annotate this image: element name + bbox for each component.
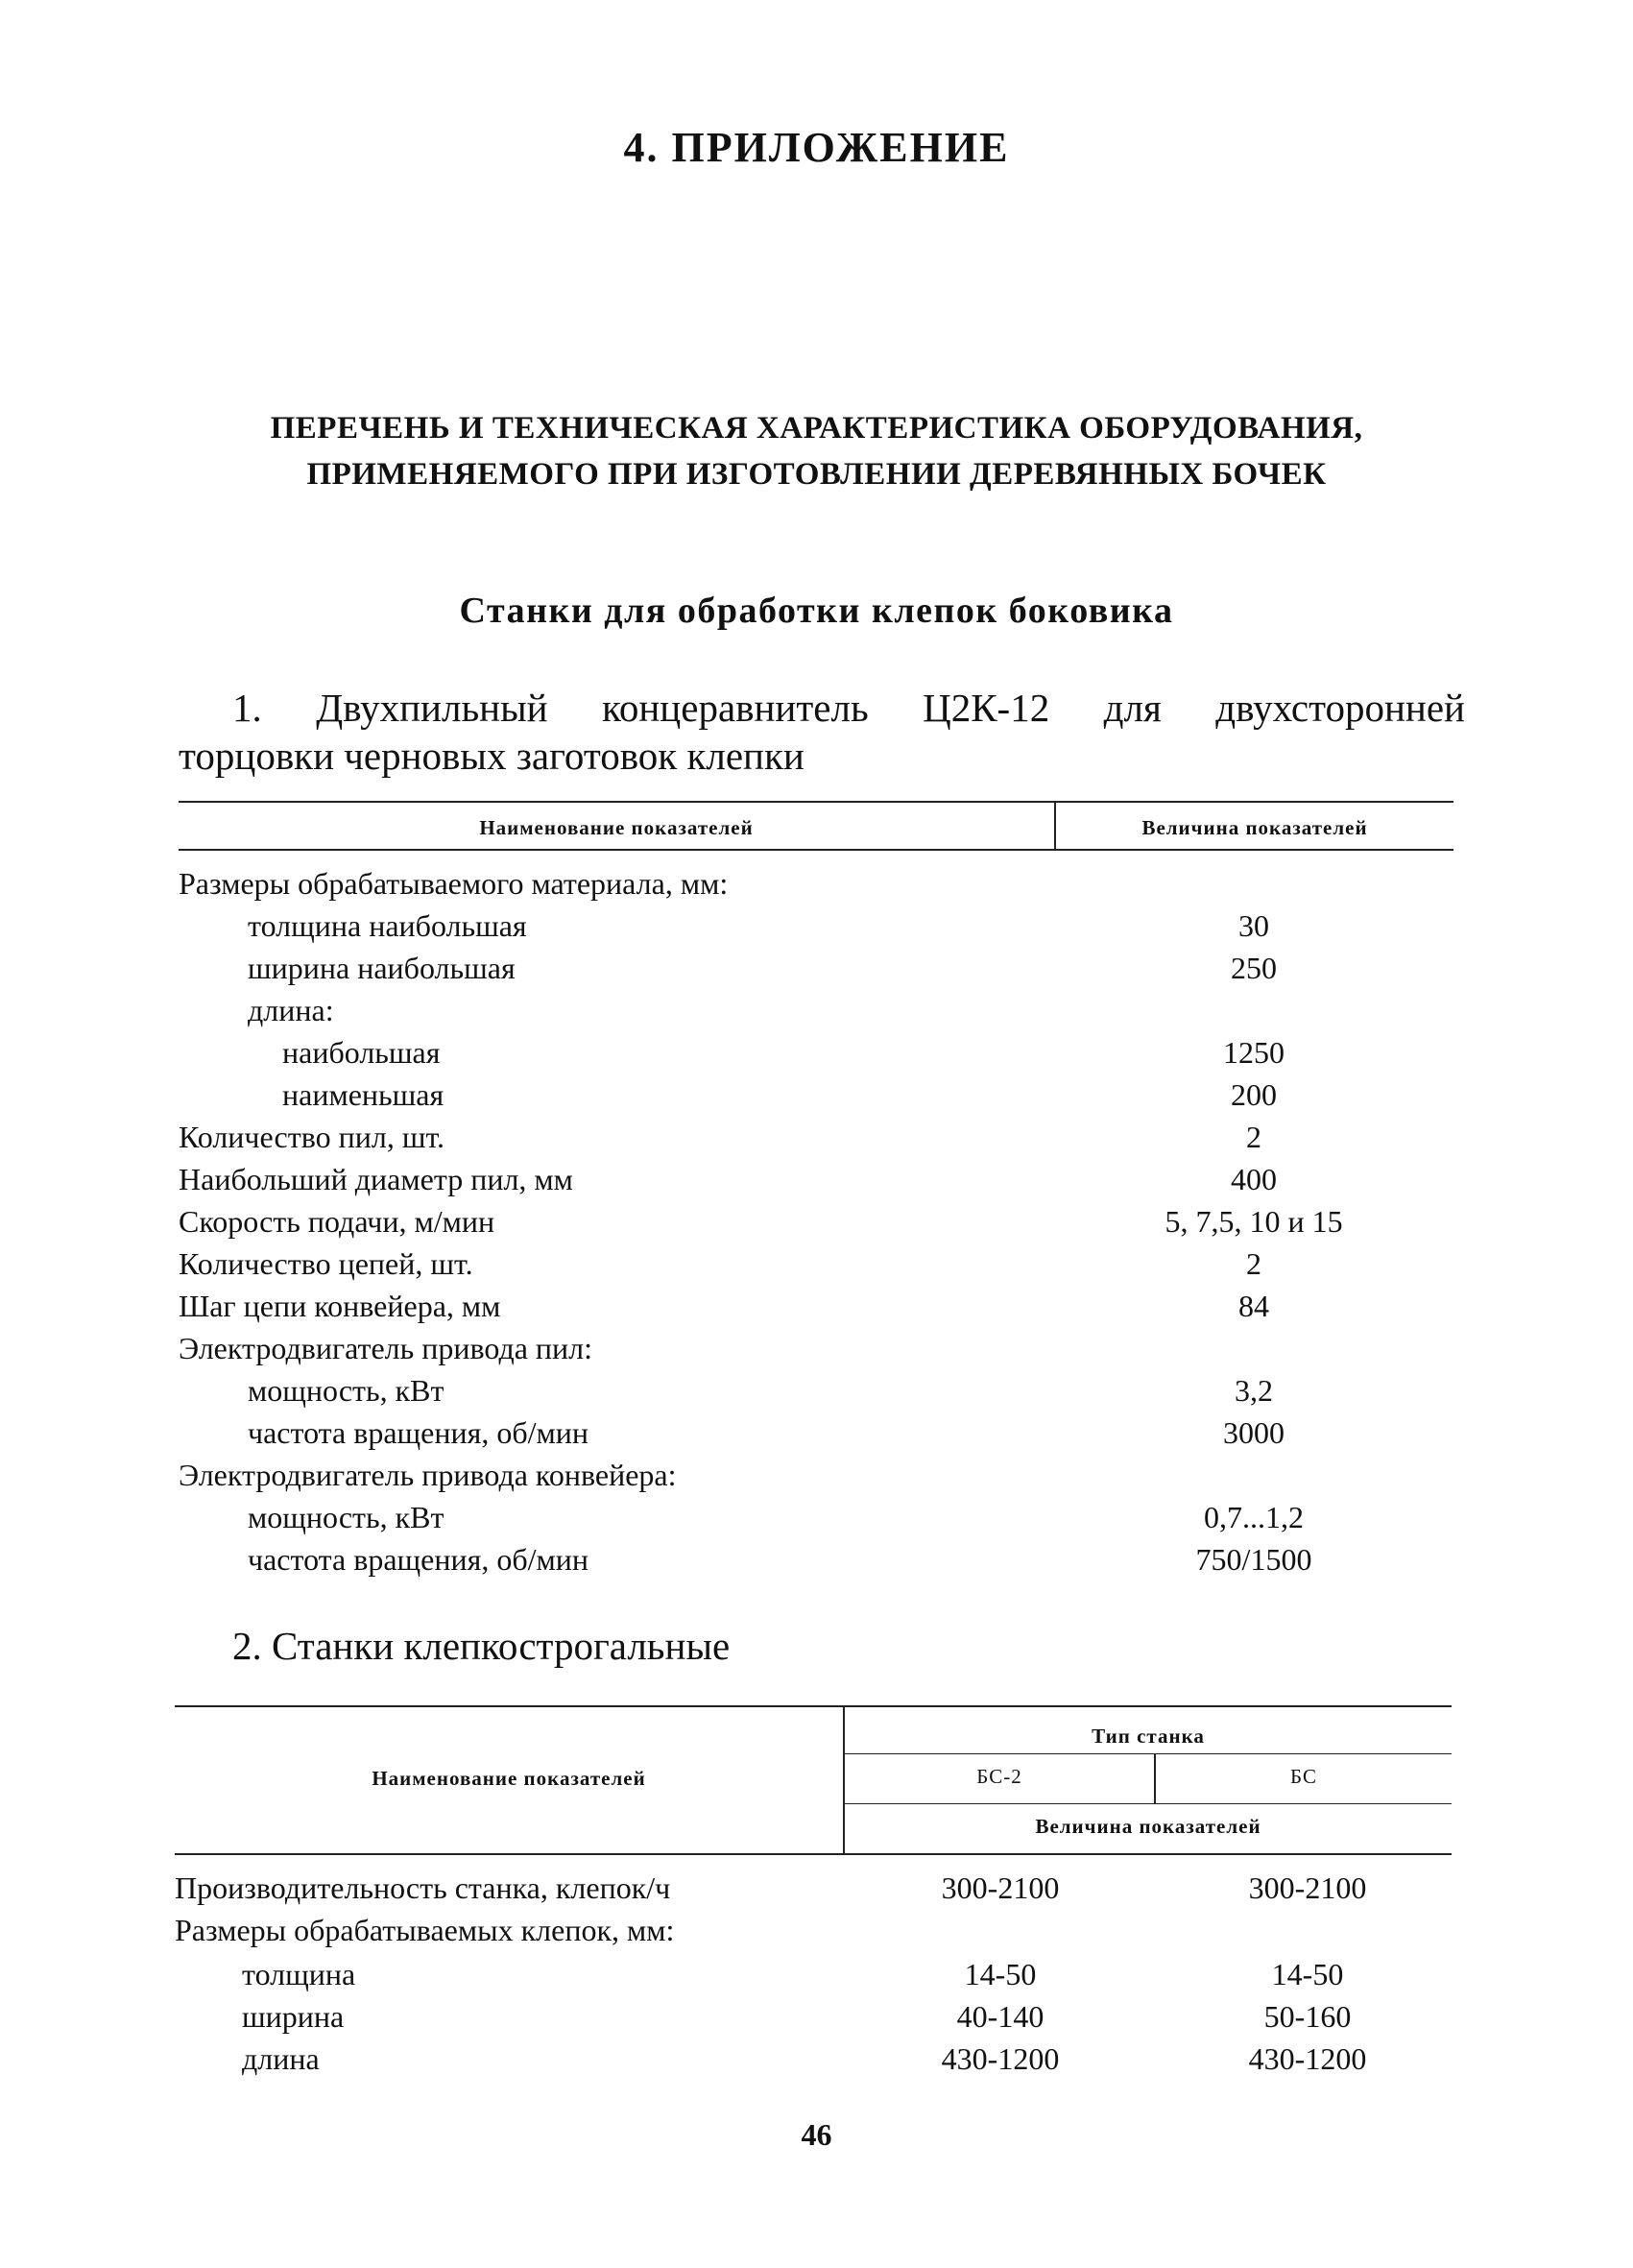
table-cell-value: 2: [1246, 1120, 1261, 1154]
item1-title: [179, 684, 1465, 780]
table-cell-value: 300-2100: [1248, 1870, 1367, 1905]
item1-title-line-1: 1. Двухпильный концеравнитель Ц2К-12 для двухсторонней: [232, 686, 1465, 730]
table-cell-value: 430-1200: [941, 2041, 1060, 2076]
item2-header-name: Наименование показателей: [372, 1767, 646, 1790]
table-row: длина: [242, 2041, 320, 2076]
table-row: мощность, кВт: [248, 1373, 444, 1408]
item1-title-line-2: торцовки черновых заготовок клепки: [179, 734, 804, 778]
table-subheader-rule: [845, 1753, 1452, 1754]
table-cell-value: 3,2: [1235, 1373, 1273, 1408]
table-cell-value: 40-140: [956, 1999, 1045, 2034]
table-top-rule: [175, 1705, 1452, 1707]
item2-header-value: Величина показателей: [1035, 1815, 1261, 1838]
table-row: длина:: [248, 993, 334, 1027]
table-header-rule: [179, 849, 1453, 851]
section-title: Станки для обработки клепок боковика: [459, 591, 1174, 631]
table-row: Размеры обрабатываемых клепок, мм:: [175, 1913, 675, 1947]
table-cell-value: 14-50: [1271, 1957, 1344, 1991]
table-row: Электродвигатель привода пил:: [179, 1331, 593, 1365]
table-row: Количество цепей, шт.: [179, 1246, 473, 1281]
page-number: 46: [801, 2117, 832, 2152]
table-row: Производительность станка, клепок/ч: [175, 1870, 671, 1905]
table-row: Шаг цепи конвейера, мм: [179, 1289, 501, 1323]
table-cell-value: 250: [1231, 951, 1277, 985]
item2-header-type: Тип станка: [1092, 1725, 1205, 1748]
table-cell-value: 14-50: [964, 1957, 1037, 1991]
table-top-rule: [179, 801, 1453, 803]
table-row: ширина наибольшая: [248, 951, 516, 985]
table-cell-value: 200: [1231, 1077, 1277, 1112]
table-row: Скорость подачи, м/мин: [179, 1204, 495, 1239]
table-row: толщина наибольшая: [248, 908, 527, 943]
table-cell-value: 3000: [1223, 1415, 1285, 1450]
table-cell-value: 30: [1238, 908, 1269, 943]
table-header-rule: [175, 1853, 1452, 1855]
table-cell-value: 430-1200: [1248, 2041, 1367, 2076]
subheading-line-1: ПЕРЕЧЕНЬ И ТЕХНИЧЕСКАЯ ХАРАКТЕРИСТИКА ОБОРУДОВАНИЯ,: [270, 411, 1363, 446]
table-subheader-rule: [845, 1803, 1452, 1804]
table-row: частота вращения, об/мин: [248, 1542, 589, 1577]
table-row: толщина: [242, 1957, 356, 1991]
item1-header-value: Величина показателей: [1141, 816, 1368, 839]
table-row: ширина: [242, 1999, 345, 2034]
table-row: Электродвигатель привода конвейера:: [179, 1458, 677, 1492]
table-cell-value: 400: [1231, 1162, 1277, 1196]
table-cell-value: 50-160: [1263, 1999, 1352, 2034]
table-row: мощность, кВт: [248, 1500, 444, 1534]
table-cell-value: 0,7...1,2: [1204, 1500, 1304, 1534]
table-row: наибольшая: [282, 1035, 441, 1070]
table-cell-value: 5, 7,5, 10 и 15: [1165, 1204, 1343, 1239]
table-cell-value: 2: [1246, 1246, 1261, 1281]
item2-col1-header: БС-2: [976, 1765, 1022, 1788]
table-row: наименьшая: [282, 1077, 444, 1112]
item2-col2-header: БС: [1290, 1765, 1317, 1788]
table-cell-value: 1250: [1223, 1035, 1285, 1070]
item1-header-name: Наименование показателей: [479, 816, 754, 839]
subheading-line-2: ПРИМЕНЯЕМОГО ПРИ ИЗГОТОВЛЕНИИ ДЕРЕВЯННЫХ БОЧЕК: [306, 457, 1327, 492]
item2-title: 2. Станки клепкострогальные: [232, 1624, 731, 1668]
table-row: Размеры обрабатываемого материала, мм:: [179, 866, 729, 901]
table-row: частота вращения, об/мин: [248, 1415, 589, 1450]
page-heading: 4. ПРИЛОЖЕНИЕ: [623, 124, 1010, 171]
table-cell-value: 750/1500: [1195, 1542, 1312, 1577]
table-cell-value: 300-2100: [941, 1870, 1060, 1905]
table-row: Количество пил, шт.: [179, 1120, 445, 1154]
table-row: Наибольший диаметр пил, мм: [179, 1162, 573, 1196]
table-cell-value: 84: [1238, 1289, 1269, 1323]
